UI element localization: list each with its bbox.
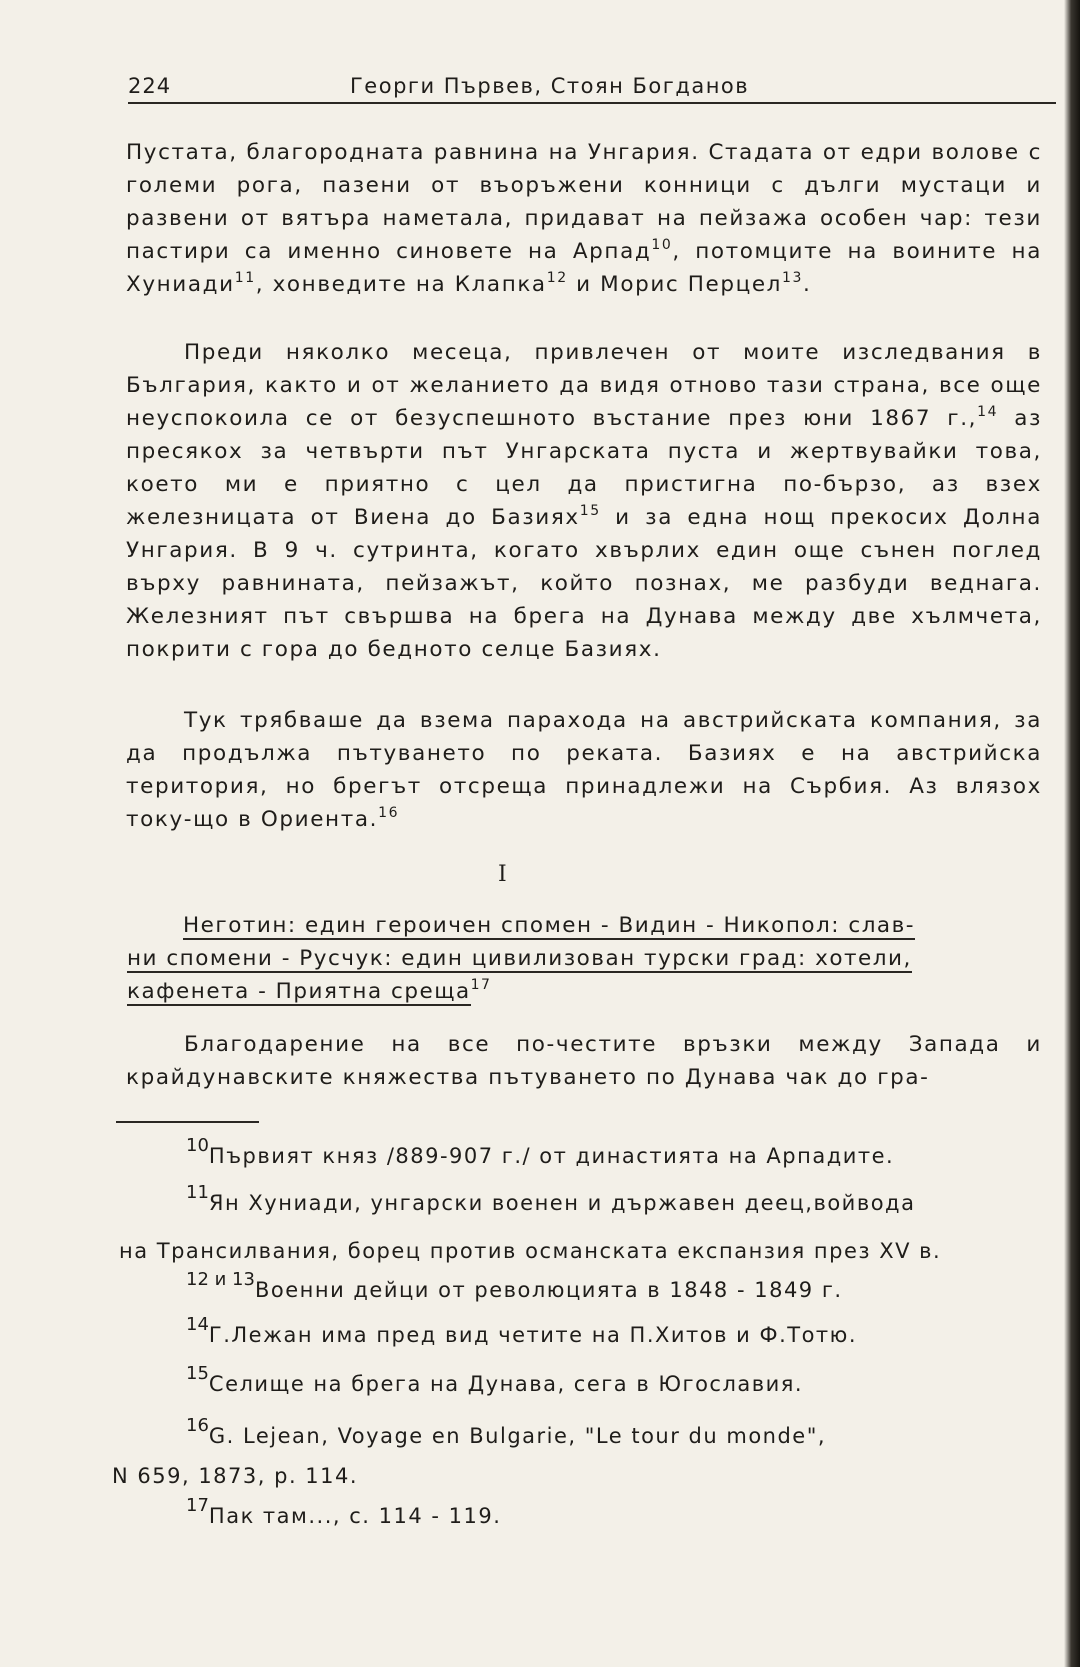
note-ref: 10 <box>651 237 673 253</box>
note-ref: 12 <box>546 270 568 286</box>
text-run: . <box>803 272 812 297</box>
heading-line <box>127 942 1043 975</box>
paragraph-4 <box>126 1028 1042 1094</box>
note-ref: 15 <box>579 503 601 519</box>
note-ref: 17 <box>470 977 492 993</box>
footnote-17 <box>186 1495 502 1534</box>
text-run: и Морис Перцел <box>567 272 783 297</box>
footnote-16 <box>186 1415 827 1454</box>
footnote-text: Ян Хуниади, унгарски военен и държавен деец,войвода <box>208 1191 916 1215</box>
footnote-separator <box>116 1121 259 1123</box>
footnote-15 <box>186 1363 804 1402</box>
footnote-mark: 17 <box>186 1495 209 1516</box>
heading-text: Неготин: един героичен спомен - Видин - Никопол: слав- <box>183 913 916 938</box>
footnote-text: Военни дейци от революцията в 1848 - 1849 г. <box>254 1278 843 1302</box>
note-ref: 13 <box>782 270 804 286</box>
section-number: I <box>498 862 507 887</box>
footnote-12-13 <box>186 1269 843 1308</box>
page-edge-shadow <box>1064 0 1080 1667</box>
paragraph-1 <box>126 136 1042 301</box>
text-run: Пустата, благородната равнина на Унгария. Стадата от едри волове с големи рога, пазени от въоръжени конници с дълги мустаци и развени от вятъра наметала, придават на пейзажа особен чар: тези пастири са именно синовете на Арпад <box>126 140 1042 264</box>
text-run: , потомците на воините на Хуниади <box>126 239 1042 297</box>
text-run: Благодарение на все по-честите връзки между Запада и крайдунавските княжества пътуването по Дунава чак до гра- <box>126 1032 1042 1090</box>
text-run: аз пресякох за четвърти път Унгарската пуста и жертвувайки това, което ми е приятно с цел да пристигна по-бързо, аз взех железницата от Виена до Базиях <box>126 406 1042 530</box>
note-ref: 16 <box>378 805 400 821</box>
footnote-11 <box>186 1182 916 1221</box>
section-heading <box>127 909 1043 1008</box>
page-header <box>128 74 1056 104</box>
footnote-mark: 15 <box>186 1363 209 1384</box>
paragraph-2 <box>126 336 1042 666</box>
text-run: и за една нощ прекосих Долна Унгария. В 9 ч. сутринта, когато хвърлих един още сънен поглед върху равнината, пейзажът, който познах, ме разбуди веднага. Железният път свършва на брега на Дунава между две хълмчета, покрити с гора до бедното селце Базиях. <box>126 505 1042 662</box>
footnote-10 <box>186 1135 895 1174</box>
page-number: 224 <box>128 74 172 98</box>
paragraph-3 <box>126 704 1042 836</box>
text-run: Тук трябваше да взема парахода на австрийската компания, за да продължа пътуването по реката. Базиях е на австрийска територия, но брегът отсреща принадлежи на Сърбия. Аз влязох току-що в Ориента. <box>126 708 1042 832</box>
heading-line <box>127 975 1043 1008</box>
footnote-14 <box>186 1314 858 1353</box>
note-ref: 11 <box>234 270 256 286</box>
footnote-text: Селище на брега на Дунава, сега в Югославия. <box>208 1372 804 1396</box>
footnote-mark: 11 <box>186 1182 209 1203</box>
text-run: , хонведите на Клапка <box>255 272 547 297</box>
footnote-mark: 14 <box>186 1314 209 1335</box>
footnote-mark: 16 <box>186 1415 209 1436</box>
note-ref: 14 <box>977 404 999 420</box>
heading-text: ни спомени - Русчук: един цивилизован турски град: хотели, <box>127 946 912 971</box>
footnote-text: Първият княз /889-907 г./ от династията на Арпадите. <box>208 1144 895 1168</box>
running-title: Георги Първев, Стоян Богданов <box>350 74 750 98</box>
footnote-11-continued: на Трансилвания, борец против османската експанзия през XV в. <box>119 1239 942 1263</box>
footnote-text: G. Lejean, Voyage en Bulgarie, "Le tour du monde", <box>208 1424 827 1448</box>
text-run: Преди няколко месеца, привлечен от моите изследвания в България, както и от желанието да видя отново тази страна, все още неуспокоила се от безуспешното въстание през юни 1867 г., <box>126 340 1042 431</box>
footnote-text: Пак там..., с. 114 - 119. <box>208 1504 502 1528</box>
footnote-16-continued: N 659, 1873, p. 114. <box>112 1464 359 1488</box>
footnote-text: Г.Лежан има пред вид четите на П.Хитов и Ф.Тотю. <box>208 1323 858 1347</box>
heading-line <box>183 909 1043 942</box>
heading-text: кафенета - Приятна среща <box>127 979 471 1004</box>
footnote-mark: 12 и 13 <box>186 1269 255 1290</box>
footnote-mark: 10 <box>186 1135 209 1156</box>
